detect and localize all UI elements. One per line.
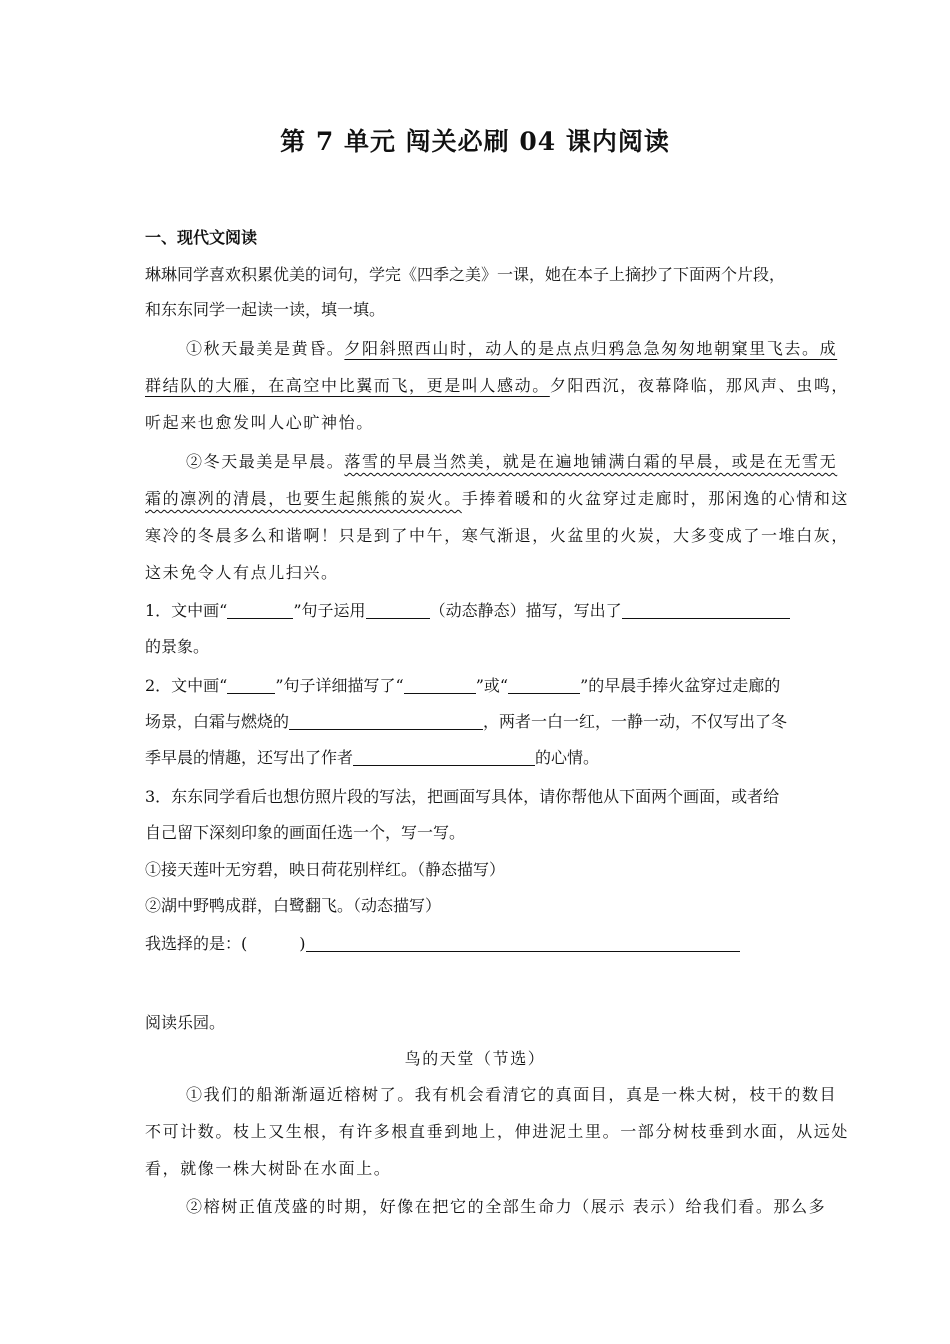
passage2-lead: ②冬天最美是早晨。: [186, 452, 345, 471]
section-heading-reading: 一、现代文阅读: [145, 228, 258, 247]
q2-blank-5[interactable]: [353, 749, 535, 766]
banyan-p1-line-3: 看，就像一株大树卧在水面上。: [145, 1159, 392, 1178]
passage2-wavy-1: 落雪的早晨当然美，就是在遍地铺满白霜的早晨，或是在无雪无: [344, 452, 838, 471]
question-3-line-2: 自己留下深刻印象的画面任选一个，写一写。: [145, 823, 466, 842]
section-heading-reading-garden: 阅读乐园。: [145, 1013, 226, 1032]
page-title: 第 7 单元 闯关必刷 04 课内阅读: [280, 127, 670, 156]
choice-label: 我选择的是：(: [145, 934, 248, 953]
choice-answer-blank[interactable]: [306, 935, 740, 952]
question-1: [145, 598, 815, 621]
passage1-line-2: [145, 373, 850, 396]
passage1-line-3: 听起来也愈发叫人心旷神怡。: [145, 413, 374, 432]
q1-blank-2[interactable]: [366, 602, 430, 619]
question-2-line-2: [145, 709, 815, 732]
passage1-line-1: [186, 336, 838, 359]
q2-text-g: 季早晨的情趣，还写出了作者: [145, 748, 354, 767]
passage-title: 鸟的天堂（节选）: [404, 1049, 546, 1068]
passage2-line-4: 这未免令人有点儿扫兴。: [145, 563, 339, 582]
q1-text-c: （动态静态）描写，写出了: [429, 601, 622, 620]
passage2-rest: 手捧着暖和的火盆穿过走廊时，那闲逸的心情和这: [461, 489, 850, 508]
question-3-option-2: ②湖中野鸭成群，白鹭翻飞。（动态描写）: [145, 896, 442, 915]
passage1-underlined-2: 群结队的大雁，在高空中比翼而飞，更是叫人感动。: [145, 376, 550, 395]
q1-text-a: 1．文中画“: [145, 601, 228, 620]
banyan-p2-line-1: ②榕树正值茂盛的时期，好像在把它的全部生命力（展示 表示）给我们看。那么多: [186, 1197, 827, 1216]
passage1-rest: 夕阳西沉，夜幕降临，那风声、虫鸣，: [549, 376, 850, 395]
q1-blank-3[interactable]: [622, 602, 790, 619]
question-3-option-1: ①接天莲叶无穷碧，映日荷花别样红。（静态描写）: [145, 860, 506, 879]
q2-text-d: ”的早晨手捧火盆穿过走廊的: [580, 676, 781, 695]
banyan-p1-line-2: 不可计数。枝上又生根，有许多根直垂到地上，伸进泥土里。一部分树枝垂到水面，从远处: [145, 1122, 850, 1141]
q2-text-b: ”句子详细描写了“: [275, 676, 404, 695]
q2-text-c: ”或“: [475, 676, 509, 695]
question-1-cont: 的景象。: [145, 637, 210, 656]
question-2-line-3: [145, 745, 815, 768]
q2-blank-4[interactable]: [289, 713, 483, 730]
q2-text-a: 2．文中画“: [145, 676, 228, 695]
passage2-wavy-2: 霜的凛冽的清晨，也要生起熊熊的炭火。: [145, 489, 462, 508]
intro-line-2: 和东东同学一起读一读，填一填。: [145, 300, 386, 319]
choice-close-paren: ): [299, 934, 306, 953]
q2-text-e: 场景，白霜与燃烧的: [145, 712, 290, 731]
question-2: [145, 673, 815, 696]
passage1-lead: ①秋天最美是黄昏。: [186, 339, 345, 358]
intro-line-1: 琳琳同学喜欢积累优美的词句，学完《四季之美》一课，她在本子上摘抄了下面两个片段，: [145, 265, 786, 284]
question-3-line-1: 3．东东同学看后也想仿照片段的写法，把画面写具体，请你帮他从下面两个画面，或者给: [145, 787, 780, 806]
q2-text-h: 的心情。: [535, 748, 600, 767]
q2-blank-1[interactable]: [227, 677, 275, 694]
q1-text-b: ”句子运用: [293, 601, 366, 620]
q2-text-f: ，两者一白一红，一静一动，不仅写出了冬: [483, 712, 788, 731]
passage2-line-3: 寒冷的冬晨多么和谐啊！只是到了中午，寒气渐退，火盆里的火炭，大多变成了一堆白灰，: [145, 526, 850, 545]
q2-blank-3[interactable]: [508, 677, 580, 694]
question-3-choice: [145, 931, 815, 954]
passage1-underlined-1: 夕阳斜照西山时，动人的是点点归鸦急急匆匆地朝窠里飞去。成: [344, 339, 838, 358]
passage2-line-2: [145, 486, 850, 509]
q2-blank-2[interactable]: [404, 677, 476, 694]
banyan-p1-line-1: ①我们的船渐渐逼近榕树了。我有机会看清它的真面目，真是一株大树，枝干的数目: [186, 1085, 838, 1104]
passage2-line-1: [186, 449, 838, 472]
q1-blank-1[interactable]: [227, 602, 293, 619]
